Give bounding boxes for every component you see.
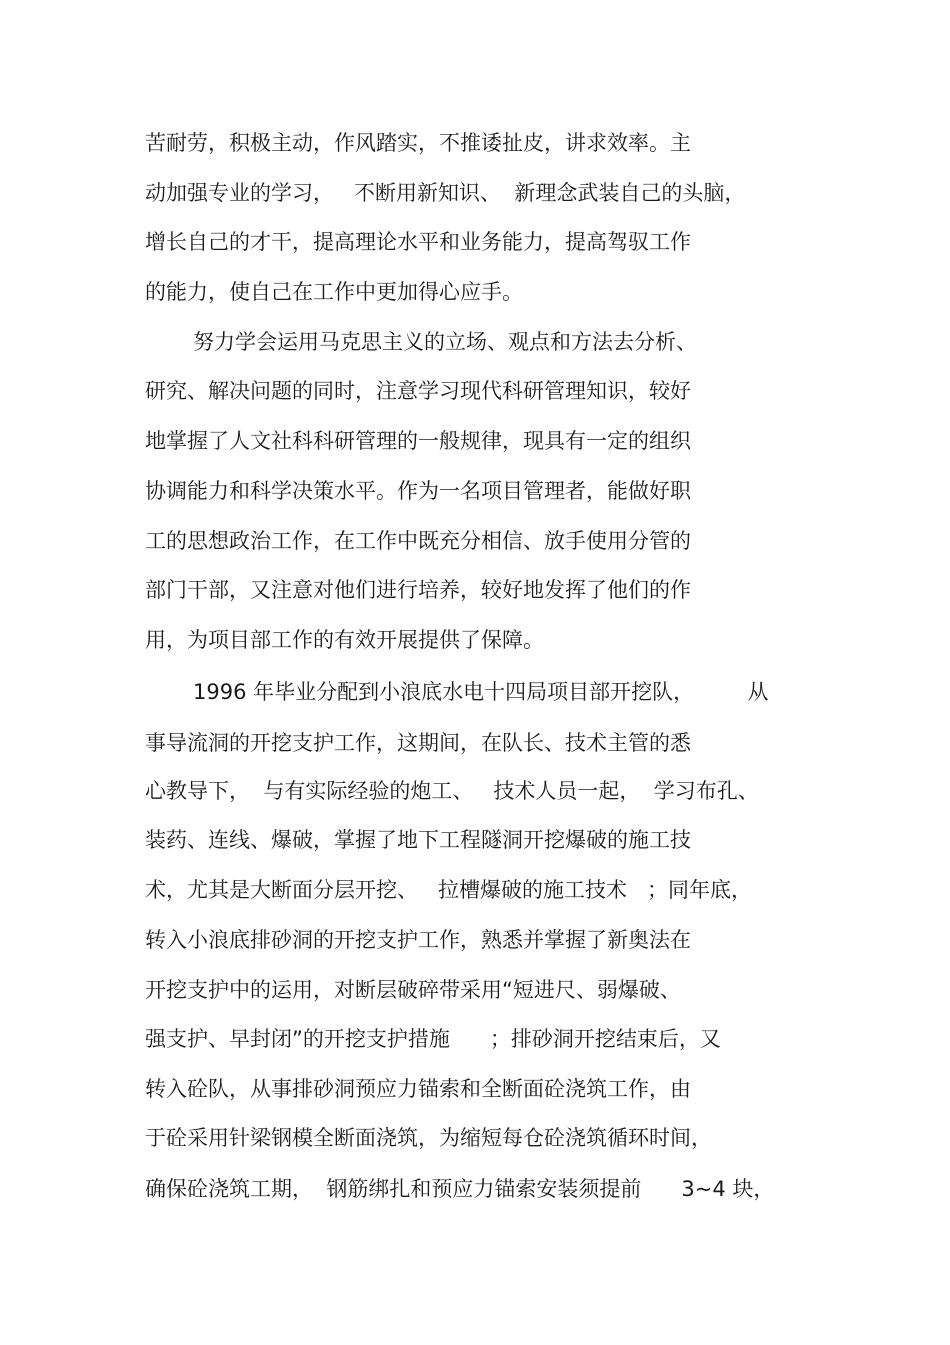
text-line: 部门干部，又注意对他们进行培养，较好地发挥了他们的作	[145, 578, 691, 602]
text-line: 于砼采用针梁钢模全断面浇筑，为缩短每仓砼浇筑循环时间，	[145, 1126, 712, 1150]
text-line: 确保砼浇筑工期， 钢筋绑扎和预应力锚索安装须提前 3~4 块，	[145, 1177, 775, 1201]
text-line: 心教导下， 与有实际经验的炮工、 技术人员一起， 学习布孔、	[145, 779, 759, 803]
text-line: 装药、连线、爆破，掌握了地下工程隧洞开挖爆破的施工技	[145, 828, 691, 852]
paragraph-first-line: 努力学会运用马克思主义的立场、观点和方法去分析、	[193, 330, 697, 354]
text-line: 研究、解决问题的同时，注意学习现代科研管理知识，较好	[145, 379, 691, 403]
text-line: 强支护、早封闭”的开挖支护措施 ；排砂洞开挖结束后，又	[145, 1027, 721, 1051]
text-line: 苦耐劳，积极主动，作风踏实，不推诿扯皮，讲求效率。主	[145, 131, 691, 155]
text-line: 用，为项目部工作的有效开展提供了保障。	[145, 628, 544, 652]
paragraph-first-line: 1996 年毕业分配到小浪底水电十四局项目部开挖队， 从	[193, 680, 769, 704]
text-line: 动加强专业的学习， 不断用新知识、 新理念武装自己的头脑，	[145, 181, 746, 205]
text-line: 术，尤其是大断面分层开挖、 拉槽爆破的施工技术 ；同年底，	[145, 878, 753, 902]
text-line: 的能力，使自己在工作中更加得心应手。	[145, 280, 523, 304]
text-line: 协调能力和科学决策水平。作为一名项目管理者，能做好职	[145, 479, 691, 503]
text-line: 事导流洞的开挖支护工作，这期间，在队长、技术主管的悉	[145, 731, 691, 755]
text-line: 开挖支护中的运用，对断层破碎带采用“短进尺、弱爆破、	[145, 978, 681, 1002]
text-line: 转入砼队，从事排砂洞预应力锚索和全断面砼浇筑工作，由	[145, 1077, 691, 1101]
text-line: 增长自己的才干，提高理论水平和业务能力，提高驾驭工作	[145, 230, 691, 254]
text-line: 转入小浪底排砂洞的开挖支护工作，熟悉并掌握了新奥法在	[145, 928, 691, 952]
text-line: 地掌握了人文社科科研管理的一般规律，现具有一定的组织	[145, 429, 691, 453]
text-line: 工的思想政治工作，在工作中既充分相信、放手使用分管的	[145, 529, 691, 553]
